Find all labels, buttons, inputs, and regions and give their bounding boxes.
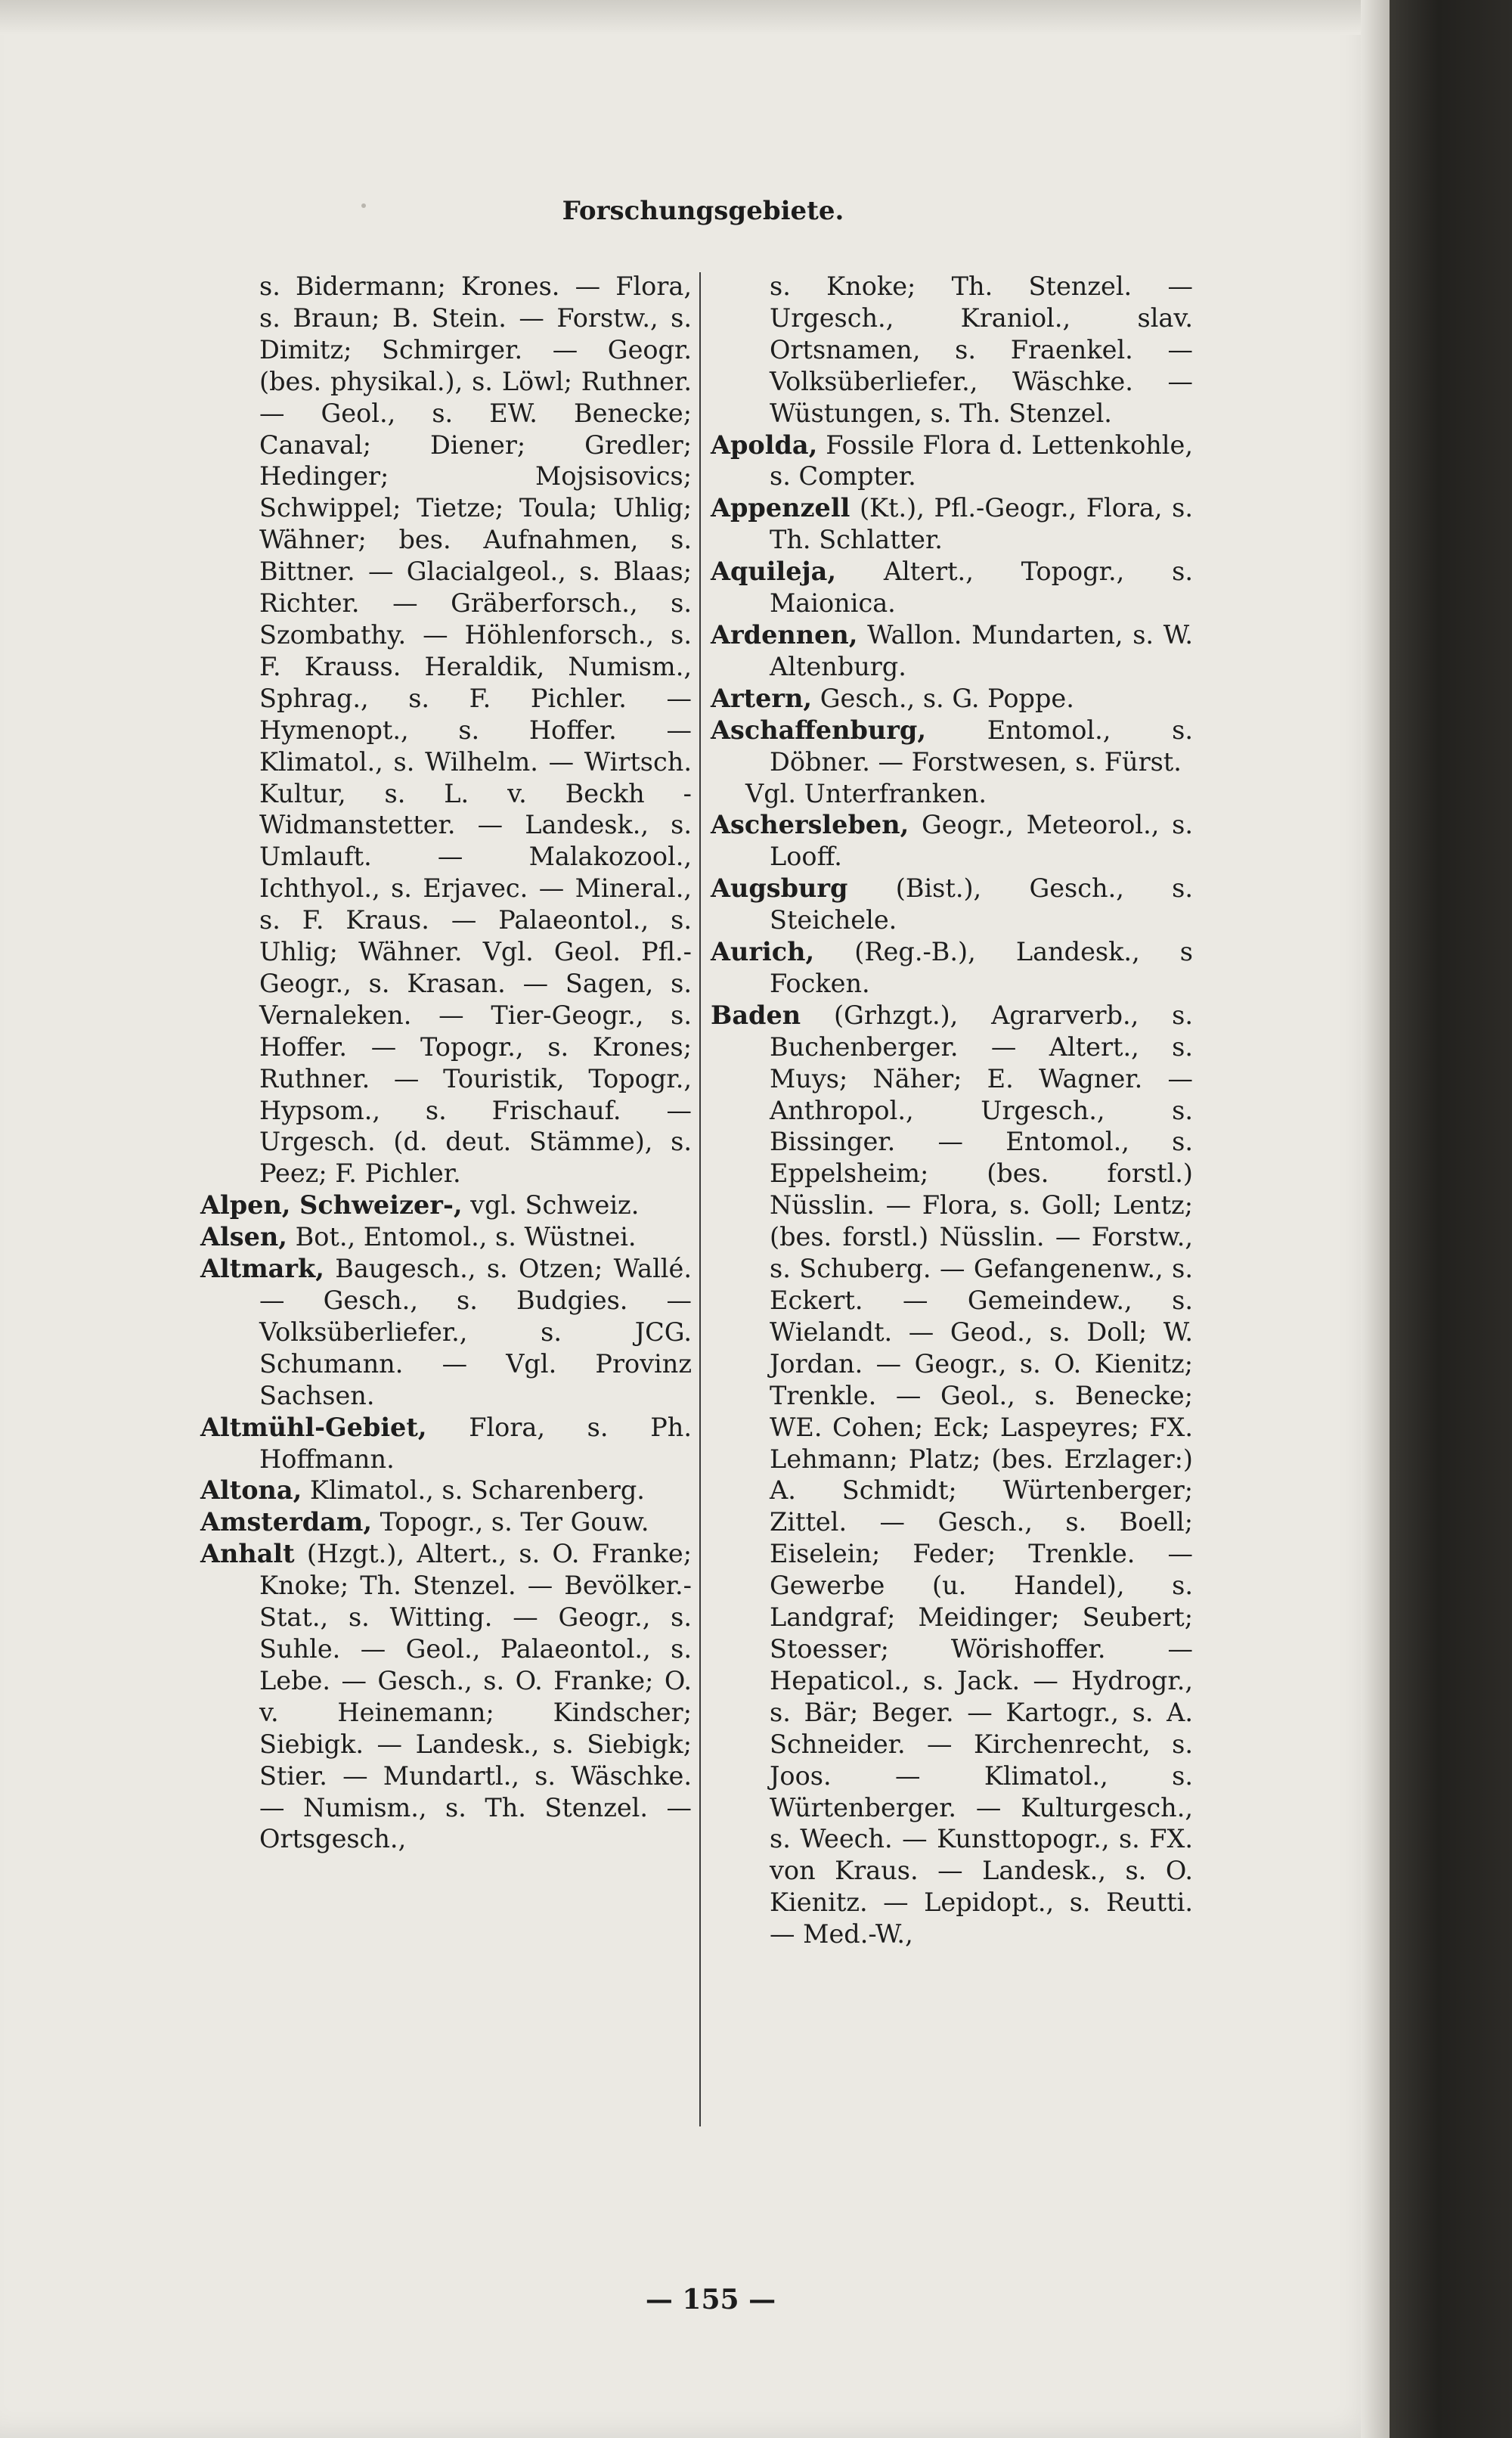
index-entry — [200, 1506, 692, 1538]
entry-keyword: Apolda, — [711, 430, 818, 460]
page-gutter-shadow — [1361, 0, 1390, 2438]
index-entry — [711, 809, 1193, 873]
entry-text: Geogr., Meteorol., s. Looff. — [770, 810, 1193, 872]
index-entry — [711, 715, 1193, 778]
index-entry — [711, 492, 1193, 556]
index-entry — [711, 936, 1193, 1000]
entry-text: (Hzgt.), Altert., s. O. Franke; Knoke; Th. Stenzel. — Bevölker.-Stat., s. Witting. — Geogr., s. Suhle. — Geol., Palaeontol., s. Lebe. — Gesch., s. O. Franke; O. v. Heinemann; Kindscher; Siebigk. — Landesk., s. Siebigk; Stier. — Mundartl., s. Wäschke. — Numism., s. Th. Stenzel. — Ortsgesch., — [259, 1539, 692, 1854]
running-header: Forschungsgebiete. — [562, 196, 844, 226]
entry-text: (Bist.), Gesch., s. Steichele. — [770, 873, 1193, 935]
entry-keyword: Alpen, Schweizer-, — [200, 1190, 463, 1221]
entry-text: Bot., Entomol., s. Wüstnei. — [295, 1222, 637, 1252]
index-entry — [200, 1253, 692, 1412]
entry-keyword: Ardennen, — [711, 619, 858, 650]
page-number: — 155 — — [645, 2284, 776, 2315]
entry-text: Altert., Topogr., s. Maionica. — [770, 557, 1193, 619]
entry-keyword: Aurich, — [711, 937, 815, 967]
entry-keyword: Baden — [711, 1000, 801, 1030]
column-divider — [699, 272, 701, 2126]
index-entry — [711, 1000, 1193, 1950]
entry-keyword: Alsen, — [200, 1222, 287, 1252]
right-column — [711, 271, 1193, 1950]
entry-keyword: Anhalt — [200, 1539, 295, 1569]
index-entry — [200, 1475, 692, 1506]
entry-continuation: s. Bidermann; Krones. — Flora, s. Braun; B. Stein. — Forstw., s. Dimitz; Schmirger. — Geogr. (bes. physikal.), s. Löwl; Ruthner. — Geol., s. EW. Benecke; Canaval; Diener; Gredler; Hedinger; Mojsisovics; Schwippel; Tietze; Toula; Uhlig; Wähner; bes. Aufnahmen, s. Bittner. — Glacialgeol., s. Blaas; Richter. — Gräberforsch., s. Szombathy. — Höhlenforsch., s. F. Krauss. Heraldik, Numism., Sphrag., s. F. Pichler. — Hymenopt., s. Hoffer. — Klimatol., s. Wilhelm. — Wirtsch. Kultur, s. L. v. Beckh - Widmanstetter. — Landesk., s. Umlauft. — Malakozool., Ichthyol., s. Erjavec. — Mineral., s. F. Kraus. — Palaeontol., s. Uhlig; Wähner. Vgl. Geol. Pfl.-Geogr., s. Krasan. — Sagen, s. Vernaleken. — Tier-Geogr., s. Hoffer. — Topogr., s. Krones; Ruthner. — Touristik, Topogr., Hypsom., s. Frischauf. — Urgesch. (d. deut. Stämme), s. Peez; F. Pichler. — [259, 271, 692, 1189]
index-entry — [711, 683, 1193, 715]
page-top-shadow — [0, 0, 1390, 35]
entry-text: Flora, s. Ph. Hoffmann. — [259, 1412, 692, 1474]
index-entry — [200, 1412, 692, 1475]
index-entry — [711, 556, 1193, 619]
entry-text: (Grhzgt.), Agrarverb., s. Buchenberger. — Altert., s. Muys; Näher; E. Wagner. — Anthropol., Urgesch., s. Bissinger. — Entomol., s. Eppelsheim; (bes. forstl.) Nüsslin. — Flora, s. Goll; Lentz; (bes. forstl.) Nüsslin. — Forstw., s. Schuberg. — Gefangenenw., s. Eckert. — Gemeindew., s. Wielandt. — Geod., s. Doll; W. Jordan. — Geogr., s. O. Kienitz; Trenkle. — Geol., s. Benecke; WE. Cohen; Eck; Laspeyres; FX. Lehmann; Platz; (bes. Erzlager:) A. Schmidt; Würtenberger; Zittel. — Gesch., s. Boell; Eiselein; Feder; Trenkle. — Gewerbe (u. Handel), s. Landgraf; Meidinger; Seubert; Stoesser; Wörishoffer. — Hepaticol., s. Jack. — Hydrogr., s. Bär; Beger. — Kartogr., s. A. Schneider. — Kirchenrecht, s. Joos. — Klimatol., s. Würtenberger. — Kulturgesch., s. Weech. — Kunsttopogr., s. FX. von Kraus. — Landesk., s. O. Kienitz. — Lepidopt., s. Reutti. — Med.-W., — [770, 1000, 1194, 1949]
entry-keyword: Appenzell — [711, 493, 850, 523]
index-entry — [711, 619, 1193, 683]
cross-reference: Vgl. Unterfranken. — [745, 778, 987, 808]
entry-keyword: Altmühl-Gebiet, — [200, 1412, 427, 1442]
entry-keyword: Aschaffenburg, — [711, 715, 926, 745]
entry-keyword: Aschersleben, — [711, 810, 909, 840]
index-entry — [200, 1190, 692, 1221]
entry-text: vgl. Schweiz. — [470, 1190, 640, 1221]
entry-keyword: Aquileja, — [711, 557, 837, 587]
entry-text: Fossile Flora d. Lettenkohle, s. Compter. — [770, 430, 1193, 492]
entry-keyword: Augsburg — [711, 873, 848, 904]
entry-keyword: Artern, — [711, 683, 813, 713]
entry-text: Wallon. Mundarten, s. W. Altenburg. — [770, 619, 1193, 681]
entry-text: Topogr., s. Ter Gouw. — [380, 1507, 649, 1537]
entry-continuation: s. Knoke; Th. Stenzel. — Urgesch., Kraniol., slav. Ortsnamen, s. Fraenkel. — Volksüberliefer., Wäschke. — Wüstungen, s. Th. Stenzel. — [770, 271, 1193, 428]
entry-text: Klimatol., s. Scharenberg. — [309, 1475, 645, 1506]
left-column — [200, 271, 692, 1855]
entry-keyword: Altmark, — [200, 1254, 324, 1284]
index-entry — [711, 430, 1193, 493]
entry-text: Baugesch., s. Otzen; Wallé. — Gesch., s. Budgies. — Volksüberliefer., s. JCG. Schumann. — Vgl. Provinz Sachsen. — [259, 1254, 692, 1410]
index-entry — [200, 1221, 692, 1253]
entry-text: Entomol., s. Döbner. — Forstwesen, s. Fürst. — [770, 715, 1193, 777]
entry-text: (Kt.), Pfl.-Geogr., Flora, s. Th. Schlatter. — [770, 493, 1193, 555]
index-entry — [200, 1538, 692, 1855]
book-cover-edge — [1390, 0, 1512, 2438]
index-entry — [711, 873, 1193, 936]
paper-speck — [361, 203, 366, 208]
entry-keyword: Amsterdam, — [200, 1507, 372, 1537]
entry-text: (Reg.-B.), Landesk., s Focken. — [770, 937, 1194, 998]
entry-text: Gesch., s. G. Poppe. — [820, 683, 1074, 713]
entry-keyword: Altona, — [200, 1475, 302, 1506]
